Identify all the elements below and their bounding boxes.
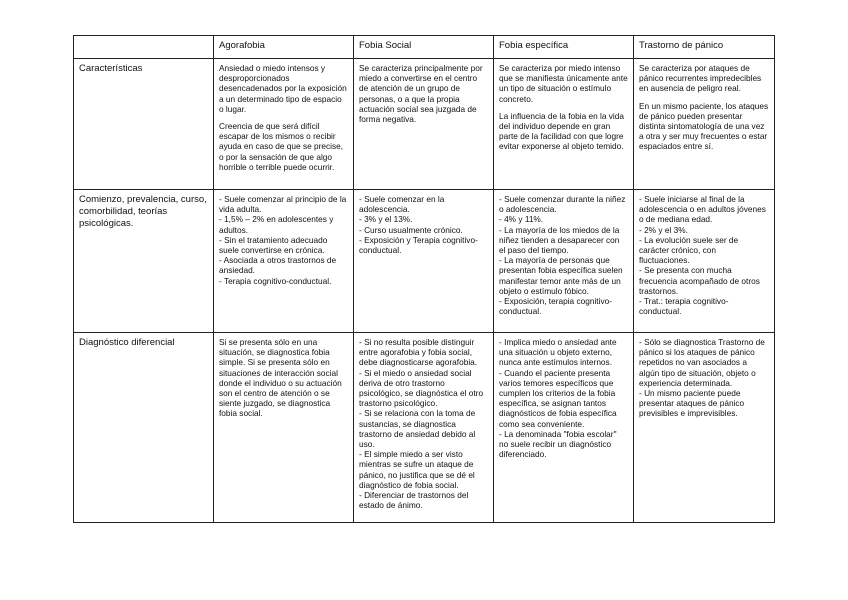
paragraph: La influencia de la fobia en la vida del individuo depende en gran parte de la facilidad con que logre evitar exponerse al objeto temido.: [499, 110, 625, 152]
list-item: - Suele comenzar en la adolescencia.: [359, 194, 445, 215]
row-label-comienzo: Comienzo, prevalencia, curso, comorbilidad, teorías psicológicas.: [74, 190, 214, 333]
list-item: - Suele comenzar durante la niñez o adolescencia.: [499, 194, 626, 215]
header-empty: [74, 36, 214, 59]
cell-agorafobia-comienzo: [214, 190, 354, 333]
cell-fobia-especifica-comienzo: [494, 190, 634, 333]
cell-trastorno-panico-comienzo: [634, 190, 775, 333]
row-comienzo: [74, 190, 775, 333]
list-item: - Se presenta con mucha frecuencia acompañado de otros trastornos.: [639, 265, 760, 296]
list-item: - La mayoría de personas que presentan fobia específica suelen manifestar temor ante más de un objeto o estímulo fóbico.: [499, 255, 623, 296]
paragraph: Se caracteriza por ataques de pánico recurrentes impredecibles en ausencia de peligro real.: [639, 63, 762, 94]
list-item: - Si no resulta posible distinguir entre agorafobia y fobia social, debe diagnosticarse agorafobia.: [359, 337, 478, 368]
header-agorafobia: Agorafobia: [214, 36, 354, 59]
cell-fobia-social-caracteristicas: [354, 59, 494, 190]
row-label-caracteristicas: Características: [74, 59, 214, 190]
row-label-diagnostico: Diagnóstico diferencial: [74, 333, 214, 523]
header-trastorno-panico: Trastorno de pánico: [634, 36, 775, 59]
list-item: - Suele iniciarse al final de la adolescencia o en adultos jóvenes o de mediana edad.: [639, 194, 766, 225]
cell-agorafobia-diagnostico: [214, 333, 354, 523]
cell-fobia-especifica-caracteristicas: [494, 59, 634, 190]
header-fobia-social: Fobia Social: [354, 36, 494, 59]
comparison-table: [73, 35, 775, 523]
row-caracteristicas: [74, 59, 775, 190]
cell-fobia-social-comienzo: [354, 190, 494, 333]
list-item: - Cuando el paciente presenta varios temores específicos que cumplen los criterios de la fobia específica, se asignan tantos diagnósticos de fobia específica como sea conveniente.: [499, 367, 617, 429]
list-item: - Un mismo paciente puede presentar ataques de pánico previsibles e imprevisibles.: [639, 388, 745, 419]
list-item: - El simple miedo a ser visto mientras se sufre un ataque de pánico, no justifica que se dé el diagnóstico de fobia social.: [359, 449, 475, 490]
list-item: - La mayoría de los miedos de la niñez tienden a desaparecer con el paso del tiempo.: [499, 224, 620, 256]
paragraph: Se caracteriza por miedo intenso que se manifiesta únicamente ante un tipo de situación o estímulo concreto.: [499, 63, 628, 104]
list-item: - Sólo se diagnostica Trastorno de pánico si los ataques de pánico repetidos no van asociados a algún tipo de situación, objeto o experiencia determinada.: [639, 337, 765, 388]
list-item: - 2% y el 3%.: [639, 224, 688, 235]
list-item: - 3% y el 13%.: [359, 214, 413, 225]
paragraph: Creencia de que será difícil escapar de los mismos o recibir ayuda en caso de que se precise, o por la sensación de que algo horrible o terrible puede ocurrir.: [219, 121, 344, 172]
paragraph: Ansiedad o miedo intensos y desproporcionados desencadenados por la exposición a un determinado tipo de espacio o lugar.: [219, 63, 347, 114]
header-row: [74, 36, 775, 59]
list-item: - Terapia cognitivo-conductual.: [219, 275, 332, 286]
list-item: - Trat.: terapia cognitivo-conductual.: [639, 296, 729, 317]
list-item: - Asociada a otros trastornos de ansiedad.: [219, 255, 337, 276]
list-item: - Si se relaciona con la toma de sustancias, se diagnostica trastorno de ansiedad debido al uso.: [359, 408, 476, 450]
list-item: - 4% y 11%.: [499, 214, 544, 225]
paragraph: En un mismo paciente, los ataques de pánico pueden presentar distinta sintomatología de una vez a otra y ser muy frecuentes o estar espaciados entre sí.: [639, 100, 769, 152]
list-item: - Si el miedo o ansiedad social deriva de otro trastorno psicológico, se diagnóstica el otro trastorno psicológico.: [359, 367, 484, 409]
list-item: - La denominada "fobia escolar" no suele recibir un diagnóstico diferenciado.: [499, 428, 617, 460]
paragraph: Si se presenta sólo en una situación, se diagnostica fobia simple. Si se presenta sólo en situaciones de interacción social donde el individuo o su actuación son el centro de atención o se siente juzgado, se diagnostica fobia social.: [219, 337, 342, 419]
row-diagnostico: [74, 333, 775, 523]
cell-trastorno-panico-diagnostico: [634, 333, 775, 523]
list-item: - Exposición y Terapia cognitivo-conductual.: [359, 234, 478, 256]
list-item: - Sin el tratamiento adecuado suele convertirse en crónica.: [219, 234, 328, 256]
list-item: - Implica miedo o ansiedad ante una situación u objeto externo, nunca ante estímulos internos.: [499, 337, 617, 368]
list-item: - Curso usualmente crónico.: [359, 224, 463, 235]
cell-trastorno-panico-caracteristicas: [634, 59, 775, 190]
cell-agorafobia-caracteristicas: [214, 59, 354, 190]
paragraph: Se caracteriza principalmente por miedo a convertirse en el centro de atención de un grupo de personas, o a que la propia actuación social sea juzgada de forma negativa.: [359, 63, 483, 125]
list-item: - Exposición, terapia cognitivo-conductual.: [499, 296, 612, 317]
list-item: - La evolución suele ser de carácter crónico, con fluctuaciones.: [639, 234, 739, 266]
header-fobia-especifica: Fobia específica: [494, 36, 634, 59]
list-item: - Suele comenzar al principio de la vida adulta.: [219, 194, 347, 215]
list-item: - 1,5% – 2% en adolescentes y adultos.: [219, 214, 334, 235]
cell-fobia-especifica-diagnostico: [494, 333, 634, 523]
cell-fobia-social-diagnostico: [354, 333, 494, 523]
list-item: - Diferenciar de trastornos del estado de ánimo.: [359, 490, 469, 511]
